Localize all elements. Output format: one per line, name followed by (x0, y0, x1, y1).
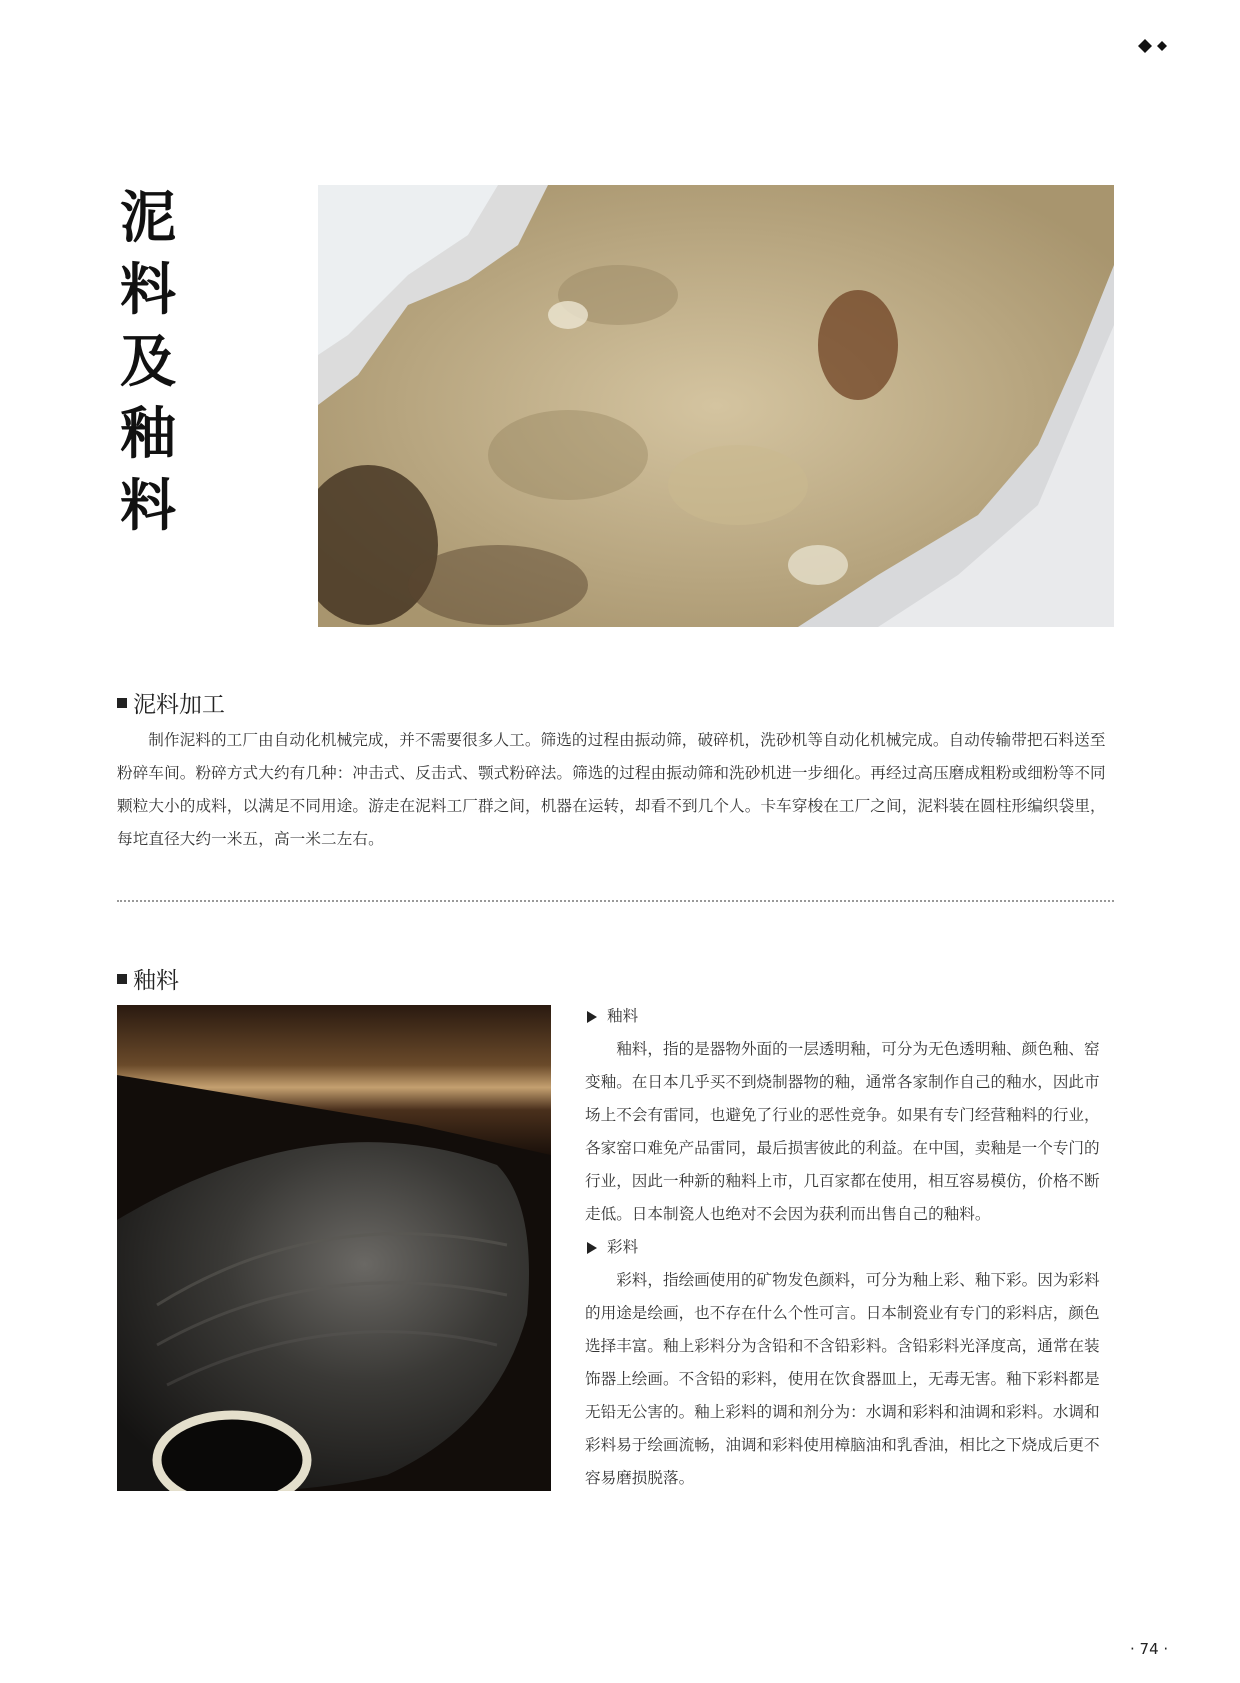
title-char: 料 (120, 257, 176, 323)
double-diamond-icon (1138, 38, 1178, 54)
glaze-text-column (585, 1000, 1115, 1495)
square-bullet-icon (117, 698, 127, 708)
clay-paragraph: 制作泥料的工厂由自动化机械完成，并不需要很多人工。筛选的过程由振动筛，破碎机，洗砂机等自动化机械完成。自动传输带把石料送至粉碎车间。粉碎方式大约有几种：冲击式、反击式、颚式粉碎法。筛选的过程由振动筛和洗砂机进一步细化。再经过高压磨成粗粉或细粉等不同颗粒大小的成料，以满足不同用途。游走在泥料工厂群之间，机器在运转，却看不到几个人。卡车穿梭在工厂之间，泥料装在圆柱形编织袋里，每坨直径大约一米五，高一米二左右。 (117, 731, 1106, 848)
subsection-heading-glaze (585, 1000, 1115, 1033)
section-heading-clay (117, 686, 225, 719)
title-char: 泥 (120, 185, 176, 251)
subsection-label: 釉料 (607, 1007, 639, 1025)
square-bullet-icon (117, 974, 127, 984)
section-heading-label: 泥料加工 (133, 692, 225, 718)
subsection-heading-color (585, 1231, 1115, 1264)
triangle-bullet-icon (587, 1011, 597, 1023)
clay-material-photo (318, 185, 1114, 627)
section-heading-glaze (117, 962, 179, 995)
title-char: 料 (120, 473, 176, 539)
color-paragraph: 彩料，指绘画使用的矿物发色颜料，可分为釉上彩、釉下彩。因为彩料的用途是绘画，也不存在什么个性可言。日本制瓷业有专门的彩料店，颜色选择丰富。釉上彩料分为含铅和不含铅彩料。含铅彩料光泽度高，通常在装饰器上绘画。不含铅的彩料，使用在饮食器皿上，无毒无害。釉下彩料都是无铅无公害的。釉上彩料的调和剂分为：水调和彩料和油调和彩料。水调和彩料易于绘画流畅，油调和彩料使用樟脑油和乳香油，相比之下烧成后更不容易磨损脱落。 (585, 1271, 1100, 1487)
triangle-bullet-icon (587, 1242, 597, 1254)
glazed-bowl-photo (117, 1005, 551, 1491)
dotted-divider (117, 900, 1114, 902)
title-char: 釉 (120, 401, 176, 467)
page-number: · 74 · (1130, 1640, 1169, 1658)
section-heading-label: 釉料 (133, 968, 179, 994)
page-title (112, 182, 184, 542)
subsection-label: 彩料 (607, 1238, 639, 1256)
glaze-paragraph: 釉料，指的是器物外面的一层透明釉，可分为无色透明釉、颜色釉、窑变釉。在日本几乎买不到烧制器物的釉，通常各家制作自己的釉水，因此市场上不会有雷同，也避免了行业的恶性竞争。如果有专门经营釉料的行业，各家窑口难免产品雷同，最后损害彼此的利益。在中国，卖釉是一个专门的行业，因此一种新的釉料上市，几百家都在使用，相互容易模仿，价格不断走低。日本制瓷人也绝对不会因为获利而出售自己的釉料。 (585, 1040, 1100, 1223)
title-char: 及 (120, 329, 176, 395)
